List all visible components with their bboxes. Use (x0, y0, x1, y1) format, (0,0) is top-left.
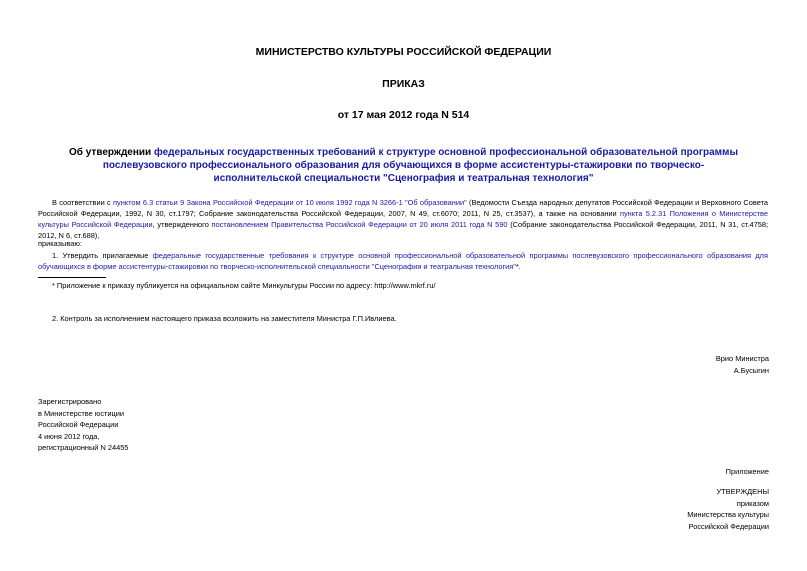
appendix-label: Приложение (725, 467, 769, 476)
signature-block (716, 353, 769, 376)
by-order-label: приказом (736, 498, 769, 508)
preamble-text-3: , утвержденного (152, 220, 212, 229)
preamble-text-1: В соответствии с (52, 198, 114, 207)
order-word: приказываю: (38, 239, 82, 248)
item-2-paragraph: 2. Контроль за исполнением настоящего приказа возложить на заместителя Министра Г.П.Ивлиева. (52, 314, 397, 323)
law-link[interactable]: пунктом 6.3 статьи 9 Закона Российской Федерации от 10 июля 1992 года N 3266-1 "Об образовании" (113, 198, 467, 207)
footnote: * Приложение к приказу публикуется на официальном сайте Минкультуры России по адресу: http://www.mkrf.ru/ (52, 281, 436, 290)
registration-block (38, 396, 128, 454)
title-prefix: Об утверждении (69, 147, 154, 158)
preamble-text-4: (Собрание законодательства Российской Федерации, 2011, N 31, ст.4758; 2012, N 6, ст.688), (38, 220, 769, 240)
ministry-line-1: Министерства культуры (687, 510, 769, 519)
registration-line-4: 4 июня 2012 года, (38, 431, 100, 441)
approval-block (687, 486, 769, 532)
item-1-text-2: *. (515, 262, 521, 271)
document-title (60, 146, 747, 185)
ministry-line-2: Российской Федерации (688, 521, 769, 531)
signature-position: Врио Министра (715, 354, 769, 363)
registration-line-1: Зарегистрировано (38, 397, 102, 406)
approved-label: УТВЕРЖДЕНЫ (716, 487, 769, 496)
date-number-heading: от 17 мая 2012 года N 514 (337, 109, 470, 121)
preamble-paragraph (38, 197, 768, 241)
signature-name: А.Бусыгин (733, 365, 769, 375)
registration-line-5: регистрационный N 24455 (38, 443, 129, 452)
doc-type-heading: ПРИКАЗ (382, 78, 425, 90)
regulation-link[interactable]: пункта 5.2.31 Положения о Министерстве культуры Российской Федерации (38, 209, 768, 229)
requirements-link[interactable]: федеральные государственные требования к структуре основной профессиональной образовательной программы послевузовского профессионального образования для обучающихся в форме ассистентуры-стажировки по творческо-исполнительской специальности "Сценография и театральная технология" (38, 251, 768, 271)
title-link[interactable]: федеральных государственных требований к структуре основной профессиональной образовательной программы послевузовского профессионального образования для обучающихся в форме ассистентуры-стажировки по творческо-исполнительской специальности "Сценография и театральная технология" (102, 147, 738, 184)
item-1-paragraph (38, 250, 768, 272)
item-1-text-1: 1. Утвердить прилагаемые (52, 251, 153, 260)
registration-line-2: в Министерстве юстиции (38, 408, 125, 418)
registration-line-3: Российской Федерации (38, 420, 119, 429)
ministry-heading: МИНИСТЕРСТВО КУЛЬТУРЫ РОССИЙСКОЙ ФЕДЕРАЦИИ (255, 46, 552, 58)
preamble-text-2: (Ведомости Съезда народных депутатов Российской Федерации и Верховного Совета Российской Федерации, 1992, N 30, ст.1797; Собрание законодательства Российской Федерации, 2007, N 49, ст.6070; 2011, N 25, ст.3537), а также на основании (38, 198, 769, 218)
government-decree-link[interactable]: постановлением Правительства Российской Федерации от 20 июля 2011 года N 590 (211, 220, 508, 229)
footnote-divider (38, 277, 106, 278)
